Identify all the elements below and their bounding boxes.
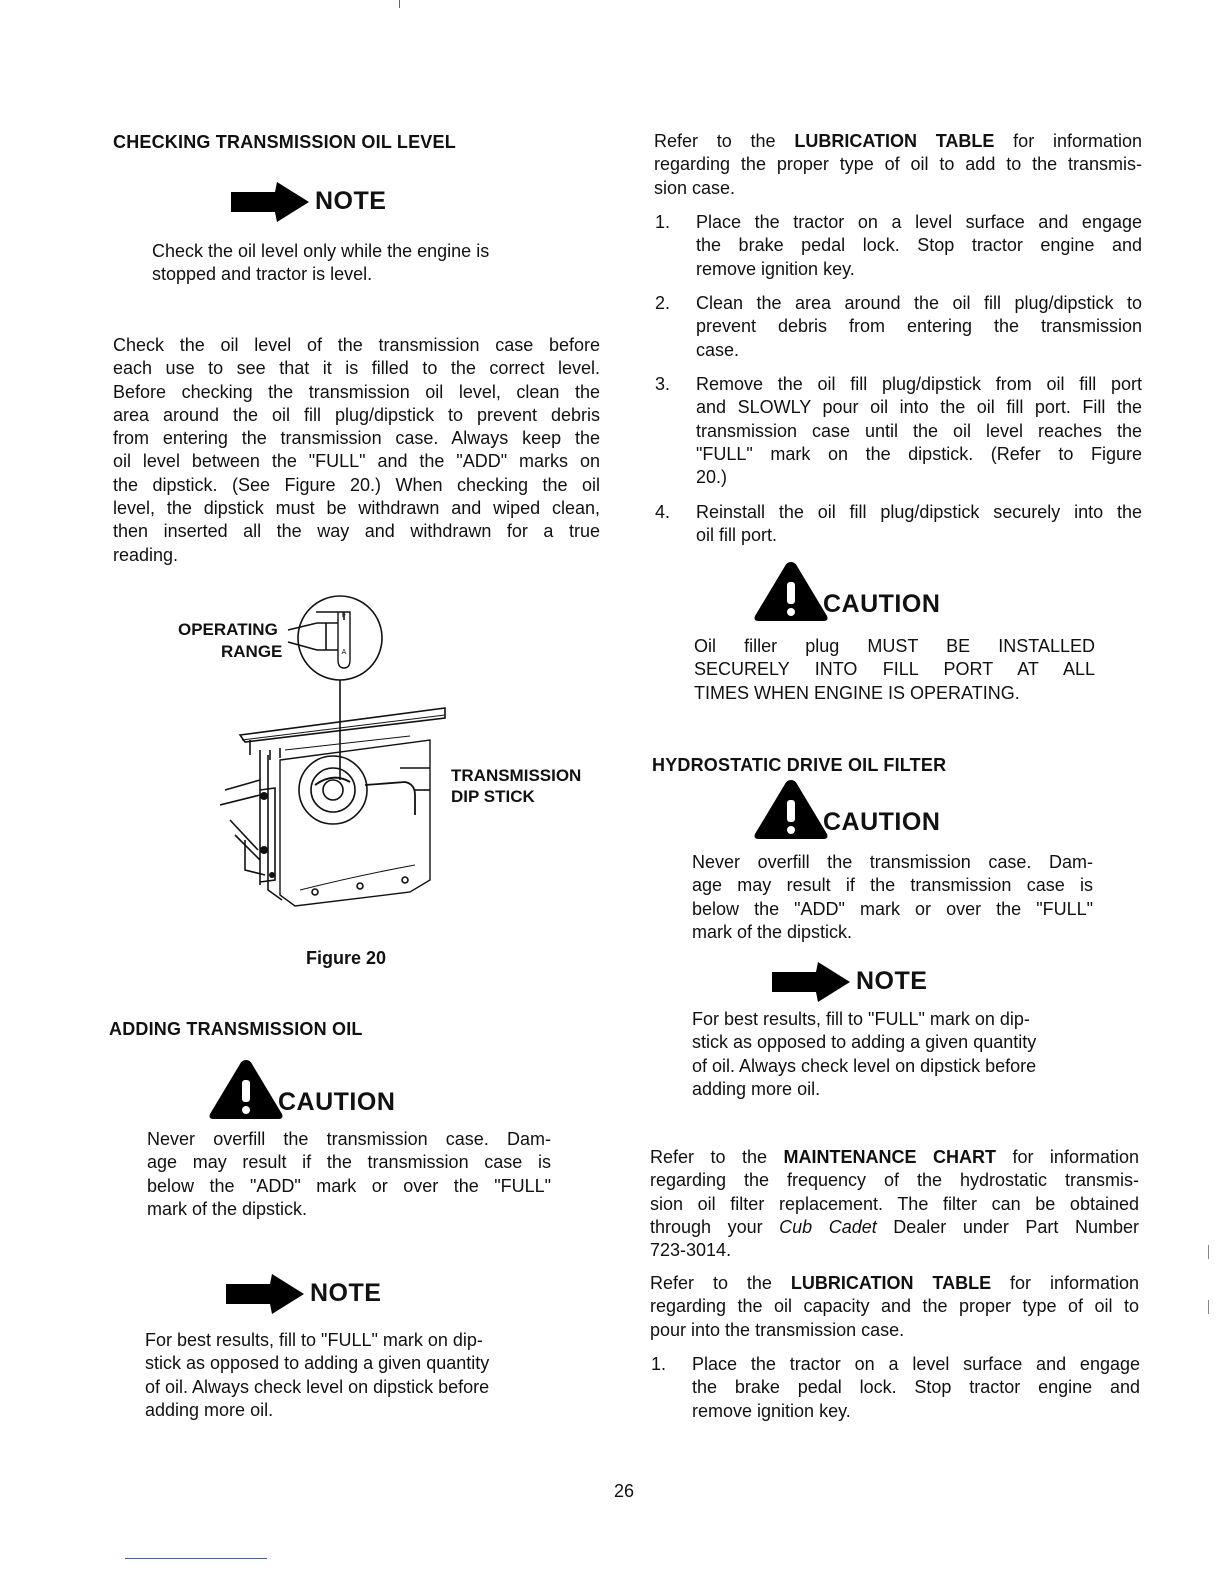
note-text [145,1329,555,1422]
note-line: For best results, fill to "FULL" mark on dip- [145,1330,483,1350]
step-line: Clean the area around the oil fill plug/dipstick to [696,293,1142,313]
caution-text [147,1128,551,1221]
step-line: remove ignition key. [696,258,855,279]
step-text [696,292,1142,362]
text: for information [995,1147,1139,1167]
step-text [696,211,1142,281]
paragraph-line: regarding the frequency of the hydrostatic transmis- [650,1170,1139,1191]
paragraph-line: reading. [113,544,179,565]
caution-callout [208,1058,395,1120]
caution-line: mark of the dipstick. [692,921,853,942]
gauge-add-mark: A [341,649,347,656]
step-text [692,1353,1140,1423]
note-label: NOTE [310,1278,382,1307]
note-line: Check the oil level only while the engine is [152,241,490,261]
text: through your [650,1216,780,1237]
paragraph-line: regarding the proper type of oil to add to the transmis- [654,154,1142,175]
note-line: stick as opposed to adding a given quantity [692,1032,1037,1053]
caution-callout [753,778,940,840]
warning-triangle-icon [753,778,829,840]
note-line: For best results, fill to "FULL" mark on dip- [692,1009,1030,1029]
step-text [696,373,1142,489]
step-line: the brake pedal lock. Stop tractor engine and [692,1377,1140,1398]
text: Refer to the [650,1273,791,1293]
caution-line: age may result if the transmission case is [147,1152,551,1173]
label-operating: OPERATING [178,620,278,639]
note-line: stopped and tractor is level. [152,264,373,285]
caution-line: Never overfill the transmission case. Dam- [692,852,1093,872]
label-transmission: TRANSMISSION [451,766,582,785]
caution-line: SECURELY INTO FILL PORT AT ALL [694,659,1095,680]
text: for information [994,131,1142,151]
caution-line: below the "ADD" mark or over the "FULL" [692,898,1093,919]
paragraph-maintenance-chart [650,1146,1139,1262]
page-number: 26 [614,1481,635,1501]
paragraph-line: area around the oil fill plug/dipstick to prevent debris [113,404,600,425]
paragraph-line: pour into the transmission case. [650,1319,905,1340]
step-line: Reinstall the oil fill plug/dipstick securely into the [696,502,1142,522]
paragraph-line: from entering the transmission case. Always keep the [113,428,600,449]
caution-line: Oil filler plug MUST BE INSTALLED [694,636,1095,656]
caution-line: age may result if the transmission case is [692,875,1093,896]
note-arrow-icon [231,178,309,224]
note-arrow-icon [772,958,850,1004]
paragraph-lubrication-capacity [650,1272,1139,1342]
note-line: of oil. Always check level on dipstick before [692,1055,1037,1076]
figure-caption: Figure 20 [306,948,387,968]
label-range: RANGE [221,642,283,661]
paragraph-line [650,1216,1139,1239]
caution-callout [753,560,940,622]
paragraph-line: each use to see that it is filled to the correct level. [113,358,600,379]
figure-20-dipstick-illustration [220,590,450,920]
text: for information [991,1273,1139,1293]
step-line: case. [696,339,740,360]
caution-label: CAUTION [823,589,941,618]
paragraph-line [650,1146,1139,1169]
paragraph-line: Check the oil level of the transmission case before [113,335,600,355]
text: Refer to the [654,131,795,151]
step-line: transmission case until the oil level reaches the [696,420,1142,441]
step-number: 4. [655,502,671,522]
step-line: Remove the oil fill plug/dipstick from oil fill port [696,374,1142,394]
step-line: 20.) [696,467,728,488]
caution-line: Never overfill the transmission case. Dam- [147,1129,551,1149]
caution-line: below the "ADD" mark or over the "FULL" [147,1175,551,1196]
text: Dealer under Part Number [876,1216,1139,1237]
note-arrow-icon [226,1270,304,1316]
step-line: "FULL" mark on the dipstick. (Refer to Figure [696,443,1142,464]
step-number: 1. [651,1354,667,1374]
label-dip-stick: DIP STICK [451,787,535,806]
heading-adding-transmission-oil: ADDING TRANSMISSION OIL [109,1019,363,1039]
step-line: and SLOWLY pour oil into the oil fill port. Fill the [696,397,1142,418]
note-text [692,1008,1102,1101]
brand-name: Cub Cadet [779,1216,877,1237]
paragraph-line: level, the dipstick must be withdrawn and wiped clean, [113,498,600,519]
gauge-full-mark: F [341,612,347,619]
paragraph-line: sion case. [654,177,736,198]
paragraph-line: oil level between the "FULL" and the "ADD" marks on [113,451,600,472]
heading-hydrostatic-drive-oil-filter: HYDROSTATIC DRIVE OIL FILTER [652,755,947,775]
caution-line: mark of the dipstick. [147,1198,308,1219]
step-number: 2. [655,293,671,313]
caution-text [694,635,1095,705]
paragraph-line: regarding the oil capacity and the proper type of oil to [650,1296,1139,1317]
scan-mark [399,0,400,8]
paragraph-line: the dipstick. (See Figure 20.) When checking the oil [113,474,600,495]
note-line: adding more oil. [145,1399,274,1420]
footer-rule [125,1558,267,1559]
warning-triangle-icon [208,1058,284,1120]
warning-triangle-icon [753,560,829,622]
caution-text [692,851,1093,944]
caution-label: CAUTION [823,807,941,836]
paragraph-line [650,1272,1139,1295]
step-number: 1. [655,212,671,232]
step-line: Place the tractor on a level surface and engage [696,212,1142,232]
part-number: 723-3014. [650,1240,732,1261]
step-line: Place the tractor on a level surface and engage [692,1354,1140,1374]
lubrication-table-reference: LUBRICATION TABLE [790,1273,992,1293]
scan-mark [1208,1245,1209,1259]
caution-label: CAUTION [278,1087,396,1116]
paragraph-line: then inserted all the way and withdrawn for a true [113,521,600,542]
step-line: prevent debris from entering the transmission [696,316,1142,337]
note-line: stick as opposed to adding a given quantity [145,1353,490,1374]
paragraph-line: sion oil filter replacement. The filter can be obtained [650,1193,1139,1214]
step-line: the brake pedal lock. Stop tractor engine and [696,235,1142,256]
paragraph-line: Before checking the transmission oil level, clean the [113,381,600,402]
heading-checking-transmission-oil-level: CHECKING TRANSMISSION OIL LEVEL [113,132,456,152]
scan-mark [1208,1300,1209,1314]
note-line: of oil. Always check level on dipstick before [145,1376,490,1397]
note-label: NOTE [856,966,928,995]
paragraph-check-oil-level [113,334,600,567]
note-callout [231,178,386,224]
note-callout [226,1270,381,1316]
paragraph-lubrication-intro [654,130,1142,200]
text: Refer to the [650,1147,784,1167]
note-line: adding more oil. [692,1078,821,1099]
maintenance-chart-reference: MAINTENANCE CHART [783,1147,996,1167]
caution-line: TIMES WHEN ENGINE IS OPERATING. [694,682,1020,703]
note-text [152,240,572,287]
step-number: 3. [655,374,671,394]
note-label: NOTE [315,186,387,215]
paragraph-line [654,130,1142,153]
note-callout [772,958,927,1004]
step-line: oil fill port. [696,525,778,546]
step-line: remove ignition key. [692,1400,851,1421]
step-text [696,501,1142,548]
lubrication-table-reference: LUBRICATION TABLE [794,131,995,151]
